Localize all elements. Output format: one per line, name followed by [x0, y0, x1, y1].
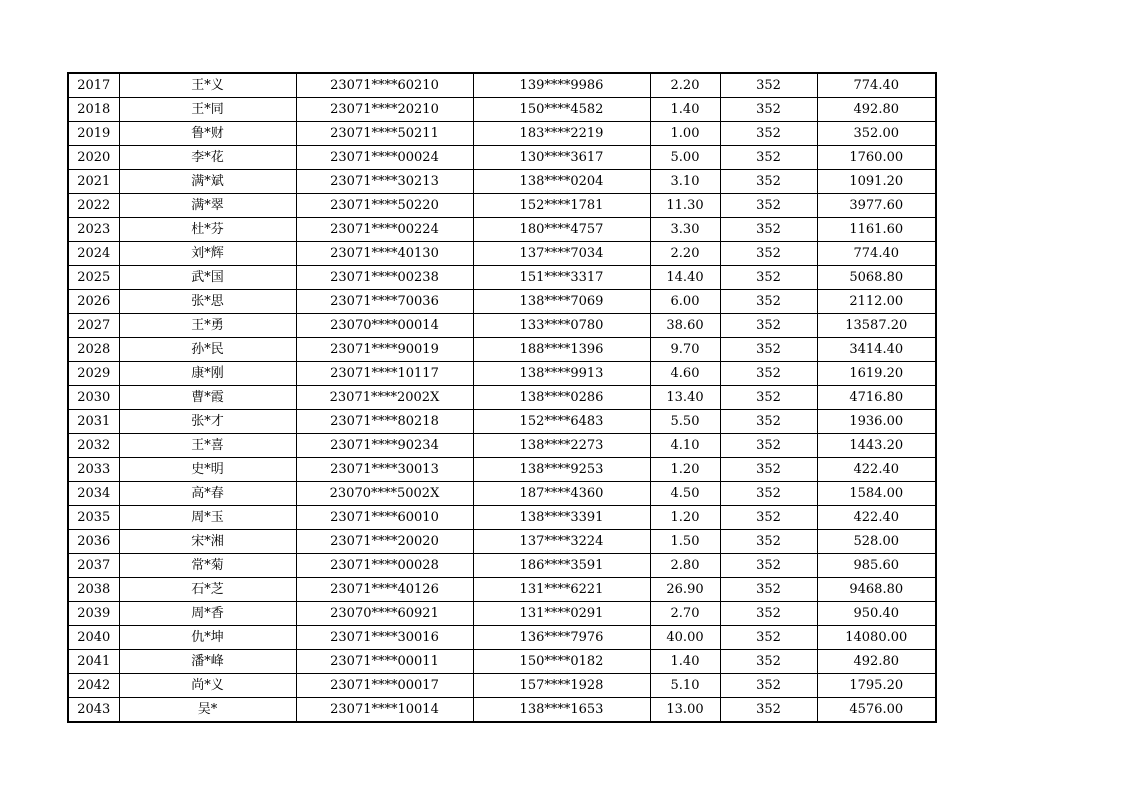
row-number-cell: 2038 [68, 578, 119, 602]
amount-cell: 1795.20 [817, 674, 936, 698]
amount-cell: 5068.80 [817, 266, 936, 290]
name-cell: 康*刚 [119, 362, 296, 386]
name-cell: 曹*霞 [119, 386, 296, 410]
row-number-cell: 2025 [68, 266, 119, 290]
name-cell: 周*香 [119, 602, 296, 626]
row-number-cell: 2021 [68, 170, 119, 194]
id-number-cell: 23071****00017 [296, 674, 473, 698]
table-row [68, 698, 936, 723]
phone-cell: 152****1781 [473, 194, 650, 218]
phone-cell: 150****4582 [473, 98, 650, 122]
phone-cell: 138****9253 [473, 458, 650, 482]
phone-cell: 157****1928 [473, 674, 650, 698]
name-cell: 鲁*财 [119, 122, 296, 146]
unit-price-cell: 352 [720, 674, 817, 698]
unit-price-cell: 352 [720, 146, 817, 170]
phone-cell: 187****4360 [473, 482, 650, 506]
quantity-cell: 2.20 [650, 242, 720, 266]
id-number-cell: 23071****20020 [296, 530, 473, 554]
amount-cell: 2112.00 [817, 290, 936, 314]
name-cell: 石*芝 [119, 578, 296, 602]
quantity-cell: 1.20 [650, 506, 720, 530]
amount-cell: 4576.00 [817, 698, 936, 723]
amount-cell: 13587.20 [817, 314, 936, 338]
row-number-cell: 2018 [68, 98, 119, 122]
unit-price-cell: 352 [720, 338, 817, 362]
amount-cell: 1936.00 [817, 410, 936, 434]
phone-cell: 152****6483 [473, 410, 650, 434]
unit-price-cell: 352 [720, 362, 817, 386]
unit-price-cell: 352 [720, 554, 817, 578]
unit-price-cell: 352 [720, 434, 817, 458]
id-number-cell: 23071****30016 [296, 626, 473, 650]
id-number-cell: 23071****00238 [296, 266, 473, 290]
unit-price-cell: 352 [720, 578, 817, 602]
amount-cell: 1161.60 [817, 218, 936, 242]
amount-cell: 528.00 [817, 530, 936, 554]
table-row [68, 73, 936, 98]
row-number-cell: 2034 [68, 482, 119, 506]
name-cell: 满*斌 [119, 170, 296, 194]
quantity-cell: 2.20 [650, 73, 720, 98]
row-number-cell: 2024 [68, 242, 119, 266]
quantity-cell: 4.50 [650, 482, 720, 506]
phone-cell: 151****3317 [473, 266, 650, 290]
name-cell: 周*玉 [119, 506, 296, 530]
quantity-cell: 3.30 [650, 218, 720, 242]
quantity-cell: 2.80 [650, 554, 720, 578]
table-row [68, 602, 936, 626]
row-number-cell: 2023 [68, 218, 119, 242]
unit-price-cell: 352 [720, 266, 817, 290]
unit-price-cell: 352 [720, 122, 817, 146]
id-number-cell: 23071****10117 [296, 362, 473, 386]
quantity-cell: 5.00 [650, 146, 720, 170]
id-number-cell: 23071****30013 [296, 458, 473, 482]
id-number-cell: 23071****90234 [296, 434, 473, 458]
table-row [68, 170, 936, 194]
id-number-cell: 23071****00024 [296, 146, 473, 170]
name-cell: 刘*辉 [119, 242, 296, 266]
amount-cell: 3414.40 [817, 338, 936, 362]
name-cell: 吴* [119, 698, 296, 723]
phone-cell: 180****4757 [473, 218, 650, 242]
phone-cell: 138****7069 [473, 290, 650, 314]
phone-cell: 137****3224 [473, 530, 650, 554]
quantity-cell: 1.40 [650, 650, 720, 674]
id-number-cell: 23071****2002X [296, 386, 473, 410]
id-number-cell: 23070****00014 [296, 314, 473, 338]
table-row [68, 578, 936, 602]
phone-cell: 133****0780 [473, 314, 650, 338]
table-row [68, 242, 936, 266]
phone-cell: 138****2273 [473, 434, 650, 458]
table-row [68, 530, 936, 554]
unit-price-cell: 352 [720, 698, 817, 723]
row-number-cell: 2039 [68, 602, 119, 626]
quantity-cell: 9.70 [650, 338, 720, 362]
unit-price-cell: 352 [720, 458, 817, 482]
id-number-cell: 23071****10014 [296, 698, 473, 723]
quantity-cell: 1.50 [650, 530, 720, 554]
table-row [68, 362, 936, 386]
table-row [68, 338, 936, 362]
amount-cell: 422.40 [817, 506, 936, 530]
amount-cell: 422.40 [817, 458, 936, 482]
quantity-cell: 1.20 [650, 458, 720, 482]
id-number-cell: 23071****20210 [296, 98, 473, 122]
phone-cell: 183****2219 [473, 122, 650, 146]
table-row [68, 290, 936, 314]
name-cell: 王*义 [119, 73, 296, 98]
row-number-cell: 2017 [68, 73, 119, 98]
name-cell: 王*同 [119, 98, 296, 122]
amount-cell: 950.40 [817, 602, 936, 626]
id-number-cell: 23071****00028 [296, 554, 473, 578]
row-number-cell: 2030 [68, 386, 119, 410]
table-row [68, 434, 936, 458]
id-number-cell: 23071****00224 [296, 218, 473, 242]
unit-price-cell: 352 [720, 314, 817, 338]
quantity-cell: 4.10 [650, 434, 720, 458]
phone-cell: 136****7976 [473, 626, 650, 650]
phone-cell: 138****0204 [473, 170, 650, 194]
phone-cell: 131****6221 [473, 578, 650, 602]
amount-cell: 774.40 [817, 73, 936, 98]
table-row [68, 410, 936, 434]
unit-price-cell: 352 [720, 482, 817, 506]
row-number-cell: 2022 [68, 194, 119, 218]
unit-price-cell: 352 [720, 530, 817, 554]
quantity-cell: 3.10 [650, 170, 720, 194]
name-cell: 孙*民 [119, 338, 296, 362]
row-number-cell: 2043 [68, 698, 119, 723]
table-row [68, 674, 936, 698]
unit-price-cell: 352 [720, 626, 817, 650]
amount-cell: 9468.80 [817, 578, 936, 602]
amount-cell: 3977.60 [817, 194, 936, 218]
row-number-cell: 2036 [68, 530, 119, 554]
id-number-cell: 23071****40126 [296, 578, 473, 602]
table-row [68, 386, 936, 410]
unit-price-cell: 352 [720, 218, 817, 242]
row-number-cell: 2026 [68, 290, 119, 314]
name-cell: 宋*湘 [119, 530, 296, 554]
id-number-cell: 23071****50211 [296, 122, 473, 146]
row-number-cell: 2037 [68, 554, 119, 578]
unit-price-cell: 352 [720, 410, 817, 434]
unit-price-cell: 352 [720, 386, 817, 410]
amount-cell: 774.40 [817, 242, 936, 266]
row-number-cell: 2029 [68, 362, 119, 386]
row-number-cell: 2035 [68, 506, 119, 530]
id-number-cell: 23071****60210 [296, 73, 473, 98]
name-cell: 李*花 [119, 146, 296, 170]
phone-cell: 150****0182 [473, 650, 650, 674]
row-number-cell: 2028 [68, 338, 119, 362]
table-row [68, 194, 936, 218]
quantity-cell: 38.60 [650, 314, 720, 338]
row-number-cell: 2020 [68, 146, 119, 170]
quantity-cell: 13.00 [650, 698, 720, 723]
amount-cell: 4716.80 [817, 386, 936, 410]
phone-cell: 138****0286 [473, 386, 650, 410]
row-number-cell: 2041 [68, 650, 119, 674]
table-row [68, 458, 936, 482]
row-number-cell: 2027 [68, 314, 119, 338]
amount-cell: 492.80 [817, 98, 936, 122]
quantity-cell: 26.90 [650, 578, 720, 602]
phone-cell: 138****3391 [473, 506, 650, 530]
name-cell: 满*翠 [119, 194, 296, 218]
id-number-cell: 23071****70036 [296, 290, 473, 314]
table-row [68, 146, 936, 170]
amount-cell: 1584.00 [817, 482, 936, 506]
id-number-cell: 23070****60921 [296, 602, 473, 626]
unit-price-cell: 352 [720, 194, 817, 218]
table-row [68, 650, 936, 674]
id-number-cell: 23071****40130 [296, 242, 473, 266]
amount-cell: 1443.20 [817, 434, 936, 458]
name-cell: 王*喜 [119, 434, 296, 458]
amount-cell: 985.60 [817, 554, 936, 578]
id-number-cell: 23071****80218 [296, 410, 473, 434]
name-cell: 常*菊 [119, 554, 296, 578]
name-cell: 王*勇 [119, 314, 296, 338]
name-cell: 潘*峰 [119, 650, 296, 674]
row-number-cell: 2019 [68, 122, 119, 146]
quantity-cell: 2.70 [650, 602, 720, 626]
row-number-cell: 2032 [68, 434, 119, 458]
unit-price-cell: 352 [720, 98, 817, 122]
phone-cell: 138****9913 [473, 362, 650, 386]
table-row [68, 506, 936, 530]
amount-cell: 352.00 [817, 122, 936, 146]
quantity-cell: 1.00 [650, 122, 720, 146]
unit-price-cell: 352 [720, 170, 817, 194]
unit-price-cell: 352 [720, 506, 817, 530]
quantity-cell: 14.40 [650, 266, 720, 290]
phone-cell: 138****1653 [473, 698, 650, 723]
row-number-cell: 2042 [68, 674, 119, 698]
unit-price-cell: 352 [720, 602, 817, 626]
phone-cell: 130****3617 [473, 146, 650, 170]
amount-cell: 1619.20 [817, 362, 936, 386]
id-number-cell: 23071****60010 [296, 506, 473, 530]
table-row [68, 482, 936, 506]
id-number-cell: 23071****00011 [296, 650, 473, 674]
quantity-cell: 5.50 [650, 410, 720, 434]
name-cell: 仇*坤 [119, 626, 296, 650]
unit-price-cell: 352 [720, 650, 817, 674]
unit-price-cell: 352 [720, 290, 817, 314]
table-row [68, 218, 936, 242]
quantity-cell: 6.00 [650, 290, 720, 314]
amount-cell: 14080.00 [817, 626, 936, 650]
id-number-cell: 23071****30213 [296, 170, 473, 194]
row-number-cell: 2040 [68, 626, 119, 650]
phone-cell: 186****3591 [473, 554, 650, 578]
phone-cell: 137****7034 [473, 242, 650, 266]
name-cell: 张*思 [119, 290, 296, 314]
unit-price-cell: 352 [720, 242, 817, 266]
quantity-cell: 13.40 [650, 386, 720, 410]
amount-cell: 492.80 [817, 650, 936, 674]
row-number-cell: 2031 [68, 410, 119, 434]
table-row [68, 554, 936, 578]
phone-cell: 131****0291 [473, 602, 650, 626]
table-body [68, 73, 936, 722]
table-row [68, 122, 936, 146]
name-cell: 杜*芬 [119, 218, 296, 242]
quantity-cell: 5.10 [650, 674, 720, 698]
row-number-cell: 2033 [68, 458, 119, 482]
table-row [68, 626, 936, 650]
name-cell: 史*明 [119, 458, 296, 482]
name-cell: 尚*义 [119, 674, 296, 698]
id-number-cell: 23070****5002X [296, 482, 473, 506]
amount-cell: 1091.20 [817, 170, 936, 194]
name-cell: 高*春 [119, 482, 296, 506]
id-number-cell: 23071****90019 [296, 338, 473, 362]
quantity-cell: 1.40 [650, 98, 720, 122]
unit-price-cell: 352 [720, 73, 817, 98]
name-cell: 张*才 [119, 410, 296, 434]
data-table [67, 72, 937, 723]
table-row [68, 266, 936, 290]
quantity-cell: 11.30 [650, 194, 720, 218]
phone-cell: 188****1396 [473, 338, 650, 362]
id-number-cell: 23071****50220 [296, 194, 473, 218]
table-row [68, 98, 936, 122]
phone-cell: 139****9986 [473, 73, 650, 98]
name-cell: 武*国 [119, 266, 296, 290]
quantity-cell: 40.00 [650, 626, 720, 650]
amount-cell: 1760.00 [817, 146, 936, 170]
table-row [68, 314, 936, 338]
quantity-cell: 4.60 [650, 362, 720, 386]
